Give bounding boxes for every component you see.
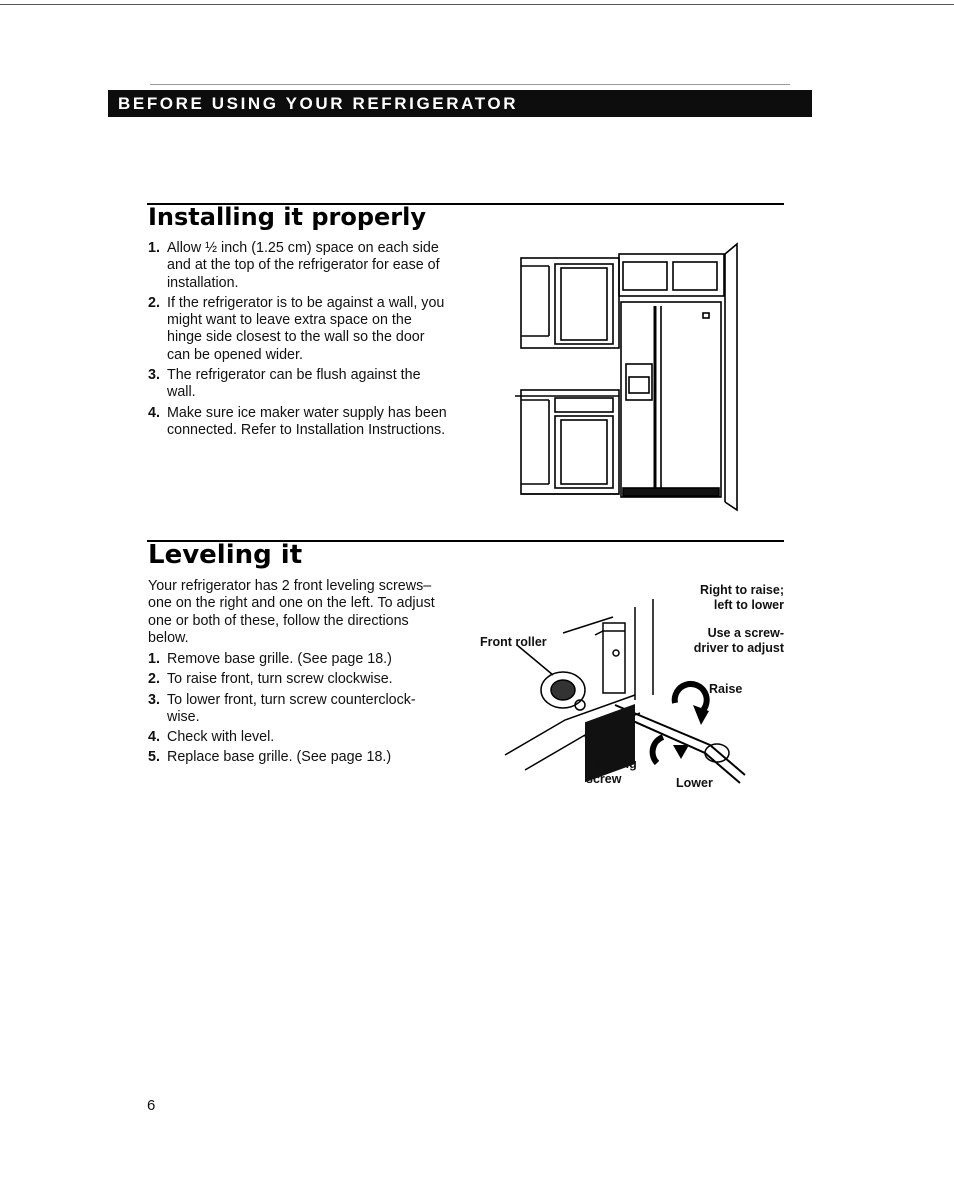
step-text: To raise front, turn screw clockwise.: [167, 671, 393, 688]
step-text: If the refrigerator is to be against a wall, you might want to leave extra space on the hinge side closest to the wall so the door can be opened wider.: [167, 294, 445, 363]
step-number: 4.: [148, 729, 160, 746]
list-item: [148, 240, 448, 292]
list-item: [148, 749, 448, 766]
top-rule: [0, 4, 954, 5]
list-item: [148, 651, 448, 668]
step-text: Check with level.: [167, 729, 275, 746]
list-item: [148, 295, 448, 364]
page-number: 6: [147, 1097, 156, 1114]
step-number: 5.: [148, 749, 160, 766]
step-number: 4.: [148, 404, 160, 421]
right-to-raise-label: Right to raise; left to lower: [699, 583, 784, 612]
step-number: 3.: [148, 367, 160, 384]
installing-title: Installing it properly: [148, 203, 426, 231]
step-text: Allow ½ inch (1.25 cm) space on each side and at the top of the refrigerator for ease of installation.: [167, 240, 440, 291]
lower-label: Lower: [676, 776, 713, 790]
use-screwdriver-label: Use a screw-driver to adjust: [693, 626, 784, 655]
section-header-bar: [108, 90, 812, 117]
header-title: BEFORE USING YOUR REFRIGERATOR: [118, 94, 519, 113]
list-item: [148, 692, 448, 727]
list-item: [148, 367, 448, 402]
leveling-screw-label: Leveling screw: [586, 757, 637, 786]
step-number: 2.: [148, 671, 160, 688]
leveling-steps: [148, 651, 448, 770]
step-text: To lower front, turn screw counterclock-wise.: [167, 691, 416, 725]
step-number: 1.: [148, 651, 160, 667]
front-roller-label: Front roller: [480, 635, 547, 649]
list-item: [148, 729, 448, 746]
installing-steps: [148, 240, 448, 442]
step-number: 3.: [148, 691, 160, 708]
step-text: Make sure ice maker water supply has been connected. Refer to Installation Instructions.: [167, 404, 447, 438]
leveling-intro: Your refrigerator has 2 front leveling screws–one on the right and one on the left. To adjust one or both of these, follow the directions below.: [148, 578, 435, 646]
step-text: The refrigerator can be flush against the wall.: [167, 367, 421, 401]
step-text: Remove base grille. (See page 18.): [167, 651, 392, 667]
step-number: 1.: [148, 240, 160, 256]
step-text: Replace base grille. (See page 18.): [167, 749, 392, 766]
raise-label: Raise: [709, 682, 743, 696]
list-item: [148, 405, 448, 440]
header-top-rule: [150, 84, 790, 85]
refrigerator-cabinet-illustration: [515, 240, 750, 515]
leveling-title: Leveling it: [148, 540, 303, 570]
list-item: [148, 671, 448, 688]
step-number: 2.: [148, 294, 160, 311]
